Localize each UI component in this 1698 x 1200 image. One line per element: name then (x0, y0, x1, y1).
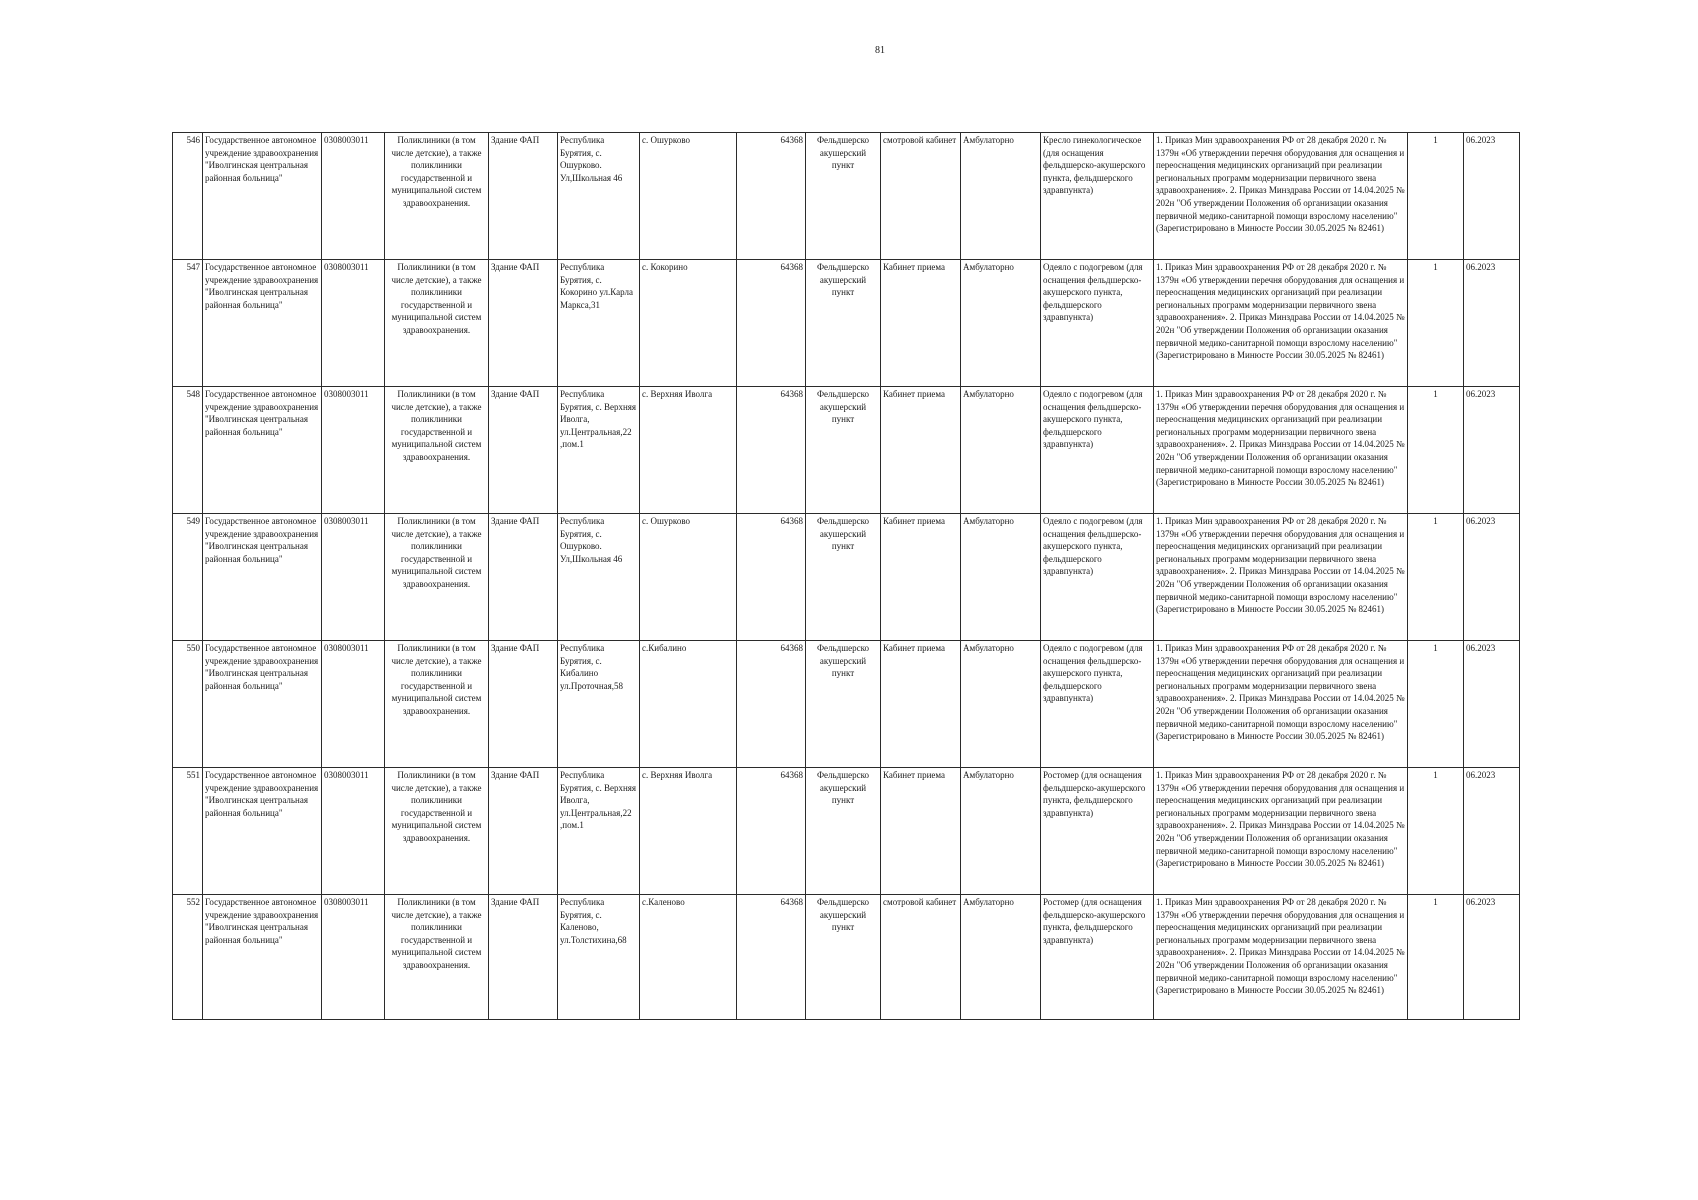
code-cell: 0308003011 (322, 895, 385, 1020)
code-cell: 0308003011 (322, 133, 385, 260)
facility-type-cell: Поликлиники (в том числе детские), а также поликлиники государственной и муниципальной систем здравоохранения. (385, 641, 489, 768)
room-cell: Кабинет приема (881, 387, 961, 514)
organization-cell: Государственное автономное учреждение здравоохранения "Иволгинская центральная районная больница" (203, 641, 322, 768)
unit-cell: Фельдшерско акушерский пункт (806, 514, 881, 641)
organization-cell: Государственное автономное учреждение здравоохранения "Иволгинская центральная районная больница" (203, 260, 322, 387)
code-cell: 0308003011 (322, 641, 385, 768)
room-cell: Кабинет приема (881, 514, 961, 641)
building-cell: Здание ФАП (489, 895, 558, 1020)
date-cell: 06.2023 (1464, 641, 1520, 768)
oktmo-cell: 64368 (737, 641, 806, 768)
legal-basis-cell: 1. Приказ Мин здравоохранения РФ от 28 декабря 2020 г. № 1379н «Об утверждении перечня оборудования для оснащения и переоснащения медицинских организаций при реализации региональных программ модернизации первичного звена здравоохранения». 2. Приказ Минздрава России от 14.04.2025 № 202н "Об утверждении Положения об организации оказания первичной медико-санитарной помощи взрослому населению" (Зарегистрировано в Минюсте России 30.05.2025 № 82461) (1154, 641, 1408, 768)
date-cell: 06.2023 (1464, 260, 1520, 387)
care-mode-cell: Амбулаторно (961, 641, 1041, 768)
building-cell: Здание ФАП (489, 641, 558, 768)
row-number-cell: 548 (173, 387, 203, 514)
organization-cell: Государственное автономное учреждение здравоохранения "Иволгинская центральная районная больница" (203, 768, 322, 895)
room-cell: смотровой кабинет (881, 895, 961, 1020)
legal-basis-cell: 1. Приказ Мин здравоохранения РФ от 28 декабря 2020 г. № 1379н «Об утверждении перечня оборудования для оснащения и переоснащения медицинских организаций при реализации региональных программ модернизации первичного звена здравоохранения». 2. Приказ Минздрава России от 14.04.2025 № 202н "Об утверждении Положения об организации оказания первичной медико-санитарной помощи взрослому населению" (Зарегистрировано в Минюсте России 30.05.2025 № 82461) (1154, 260, 1408, 387)
oktmo-cell: 64368 (737, 768, 806, 895)
facility-type-cell: Поликлиники (в том числе детские), а также поликлиники государственной и муниципальной систем здравоохранения. (385, 260, 489, 387)
organization-cell: Государственное автономное учреждение здравоохранения "Иволгинская центральная районная больница" (203, 133, 322, 260)
equipment-cell: Ростомер (для оснащения фельдшерско-акушерского пункта, фельдшерского здравпункта) (1041, 768, 1154, 895)
organization-cell: Государственное автономное учреждение здравоохранения "Иволгинская центральная районная больница" (203, 895, 322, 1020)
room-cell: Кабинет приема (881, 260, 961, 387)
quantity-cell: 1 (1408, 387, 1464, 514)
table-row (173, 768, 1520, 895)
building-cell: Здание ФАП (489, 387, 558, 514)
building-cell: Здание ФАП (489, 514, 558, 641)
unit-cell: Фельдшерско акушерский пункт (806, 641, 881, 768)
care-mode-cell: Амбулаторно (961, 133, 1041, 260)
legal-basis-cell: 1. Приказ Мин здравоохранения РФ от 28 декабря 2020 г. № 1379н «Об утверждении перечня оборудования для оснащения и переоснащения медицинских организаций при реализации региональных программ модернизации первичного звена здравоохранения». 2. Приказ Минздрава России от 14.04.2025 № 202н "Об утверждении Положения об организации оказания первичной медико-санитарной помощи взрослому населению" (Зарегистрировано в Минюсте России 30.05.2025 № 82461) (1154, 133, 1408, 260)
date-cell: 06.2023 (1464, 514, 1520, 641)
row-number-cell: 546 (173, 133, 203, 260)
facility-type-cell: Поликлиники (в том числе детские), а также поликлиники государственной и муниципальной систем здравоохранения. (385, 895, 489, 1020)
row-number-cell: 550 (173, 641, 203, 768)
unit-cell: Фельдшерско акушерский пункт (806, 895, 881, 1020)
address-cell: Республика Бурятия, с. Ошурково. Ул,Школьная 46 (558, 133, 640, 260)
legal-basis-cell: 1. Приказ Мин здравоохранения РФ от 28 декабря 2020 г. № 1379н «Об утверждении перечня оборудования для оснащения и переоснащения медицинских организаций при реализации региональных программ модернизации первичного звена здравоохранения». 2. Приказ Минздрава России от 14.04.2025 № 202н "Об утверждении Положения об организации оказания первичной медико-санитарной помощи взрослому населению" (Зарегистрировано в Минюсте России 30.05.2025 № 82461) (1154, 895, 1408, 1020)
care-mode-cell: Амбулаторно (961, 768, 1041, 895)
date-cell: 06.2023 (1464, 387, 1520, 514)
row-number-cell: 547 (173, 260, 203, 387)
address-cell: Республика Бурятия, с. Верхняя Иволга, ул.Центральная,22 ,пом.1 (558, 387, 640, 514)
row-number-cell: 549 (173, 514, 203, 641)
quantity-cell: 1 (1408, 133, 1464, 260)
table-row (173, 641, 1520, 768)
building-cell: Здание ФАП (489, 133, 558, 260)
quantity-cell: 1 (1408, 768, 1464, 895)
room-cell: Кабинет приема (881, 768, 961, 895)
settlement-cell: с. Ошурково (640, 514, 737, 641)
organization-cell: Государственное автономное учреждение здравоохранения "Иволгинская центральная районная больница" (203, 387, 322, 514)
settlement-cell: с. Ошурково (640, 133, 737, 260)
page-number: 81 (875, 45, 885, 56)
table-row (173, 895, 1520, 1020)
equipment-cell: Одеяло с подогревом (для оснащения фельдшерско-акушерского пункта, фельдшерского здравпункта) (1041, 641, 1154, 768)
unit-cell: Фельдшерско акушерский пункт (806, 133, 881, 260)
building-cell: Здание ФАП (489, 768, 558, 895)
building-cell: Здание ФАП (489, 260, 558, 387)
row-number-cell: 551 (173, 768, 203, 895)
quantity-cell: 1 (1408, 641, 1464, 768)
facility-type-cell: Поликлиники (в том числе детские), а также поликлиники государственной и муниципальной систем здравоохранения. (385, 768, 489, 895)
quantity-cell: 1 (1408, 895, 1464, 1020)
legal-basis-cell: 1. Приказ Мин здравоохранения РФ от 28 декабря 2020 г. № 1379н «Об утверждении перечня оборудования для оснащения и переоснащения медицинских организаций при реализации региональных программ модернизации первичного звена здравоохранения». 2. Приказ Минздрава России от 14.04.2025 № 202н "Об утверждении Положения об организации оказания первичной медико-санитарной помощи взрослому населению" (Зарегистрировано в Минюсте России 30.05.2025 № 82461) (1154, 514, 1408, 641)
care-mode-cell: Амбулаторно (961, 260, 1041, 387)
equipment-cell: Одеяло с подогревом (для оснащения фельдшерско-акушерского пункта, фельдшерского здравпункта) (1041, 514, 1154, 641)
address-cell: Республика Бурятия, с. Верхняя Иволга, ул.Центральная,22 ,пом.1 (558, 768, 640, 895)
settlement-cell: с. Верхняя Иволга (640, 387, 737, 514)
organization-cell: Государственное автономное учреждение здравоохранения "Иволгинская центральная районная больница" (203, 514, 322, 641)
date-cell: 06.2023 (1464, 895, 1520, 1020)
settlement-cell: с. Верхняя Иволга (640, 768, 737, 895)
oktmo-cell: 64368 (737, 133, 806, 260)
table-row (173, 133, 1520, 260)
table-row (173, 387, 1520, 514)
unit-cell: Фельдшерско акушерский пункт (806, 260, 881, 387)
address-cell: Республика Бурятия, с. Каленово, ул.Толстихина,68 (558, 895, 640, 1020)
facility-type-cell: Поликлиники (в том числе детские), а также поликлиники государственной и муниципальной систем здравоохранения. (385, 133, 489, 260)
quantity-cell: 1 (1408, 260, 1464, 387)
address-cell: Республика Бурятия, с. Кибалино ул.Проточная,58 (558, 641, 640, 768)
equipment-registry-table (172, 132, 1520, 1020)
equipment-cell: Одеяло с подогревом (для оснащения фельдшерско-акушерского пункта, фельдшерского здравпункта) (1041, 387, 1154, 514)
facility-type-cell: Поликлиники (в том числе детские), а также поликлиники государственной и муниципальной систем здравоохранения. (385, 514, 489, 641)
code-cell: 0308003011 (322, 768, 385, 895)
equipment-cell: Ростомер (для оснащения фельдшерско-акушерского пункта, фельдшерского здравпункта) (1041, 895, 1154, 1020)
unit-cell: Фельдшерско акушерский пункт (806, 768, 881, 895)
care-mode-cell: Амбулаторно (961, 387, 1041, 514)
oktmo-cell: 64368 (737, 514, 806, 641)
care-mode-cell: Амбулаторно (961, 514, 1041, 641)
oktmo-cell: 64368 (737, 387, 806, 514)
quantity-cell: 1 (1408, 514, 1464, 641)
code-cell: 0308003011 (322, 514, 385, 641)
equipment-cell: Кресло гинекологическое (для оснащения фельдшерско-акушерского пункта, фельдшерского здравпункта) (1041, 133, 1154, 260)
room-cell: Кабинет приема (881, 641, 961, 768)
legal-basis-cell: 1. Приказ Мин здравоохранения РФ от 28 декабря 2020 г. № 1379н «Об утверждении перечня оборудования для оснащения и переоснащения медицинских организаций при реализации региональных программ модернизации первичного звена здравоохранения». 2. Приказ Минздрава России от 14.04.2025 № 202н "Об утверждении Положения об организации оказания первичной медико-санитарной помощи взрослому населению" (Зарегистрировано в Минюсте России 30.05.2025 № 82461) (1154, 768, 1408, 895)
date-cell: 06.2023 (1464, 768, 1520, 895)
facility-type-cell: Поликлиники (в том числе детские), а также поликлиники государственной и муниципальной систем здравоохранения. (385, 387, 489, 514)
address-cell: Республика Бурятия, с. Ошурково. Ул,Школьная 46 (558, 514, 640, 641)
code-cell: 0308003011 (322, 260, 385, 387)
code-cell: 0308003011 (322, 387, 385, 514)
oktmo-cell: 64368 (737, 895, 806, 1020)
room-cell: смотровой кабинет (881, 133, 961, 260)
registry-body (173, 133, 1520, 1020)
settlement-cell: с.Кибалино (640, 641, 737, 768)
date-cell: 06.2023 (1464, 133, 1520, 260)
equipment-cell: Одеяло с подогревом (для оснащения фельдшерско-акушерского пункта, фельдшерского здравпункта) (1041, 260, 1154, 387)
unit-cell: Фельдшерско акушерский пункт (806, 387, 881, 514)
oktmo-cell: 64368 (737, 260, 806, 387)
settlement-cell: с.Каленово (640, 895, 737, 1020)
legal-basis-cell: 1. Приказ Мин здравоохранения РФ от 28 декабря 2020 г. № 1379н «Об утверждении перечня оборудования для оснащения и переоснащения медицинских организаций при реализации региональных программ модернизации первичного звена здравоохранения». 2. Приказ Минздрава России от 14.04.2025 № 202н "Об утверждении Положения об организации оказания первичной медико-санитарной помощи взрослому населению" (Зарегистрировано в Минюсте России 30.05.2025 № 82461) (1154, 387, 1408, 514)
row-number-cell: 552 (173, 895, 203, 1020)
settlement-cell: с. Кокорино (640, 260, 737, 387)
address-cell: Республика Бурятия, с. Кокорино ул.Карла Маркса,31 (558, 260, 640, 387)
care-mode-cell: Амбулаторно (961, 895, 1041, 1020)
table-row (173, 260, 1520, 387)
table-row (173, 514, 1520, 641)
